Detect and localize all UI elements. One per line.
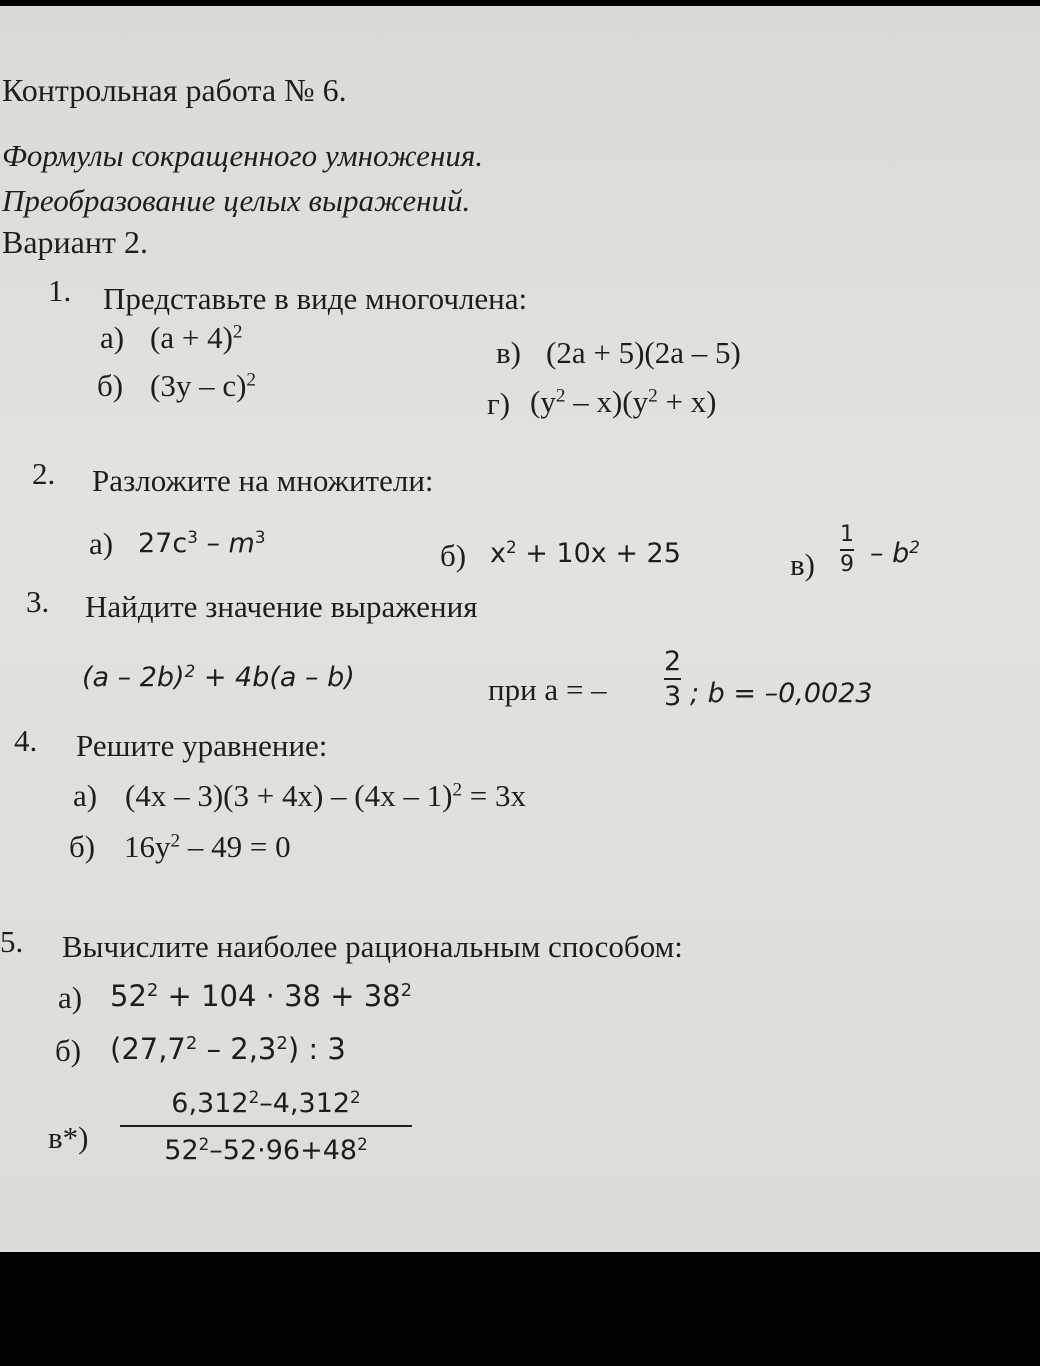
task5-v-fraction <box>120 1086 412 1166</box>
topic-line-2: Преобразование целых выражений. <box>2 183 471 218</box>
task3-condition: при а = – <box>488 672 607 707</box>
task2-b-label: б) <box>440 538 467 573</box>
task2-a-label: а) <box>89 526 114 561</box>
page-title: Контрольная работа № 6. <box>2 72 347 108</box>
task5-text: Вычислите наиболее рациональным способом: <box>62 929 683 964</box>
task2-text: Разложите на множители: <box>92 463 434 498</box>
task2-v-fraction: 1 9 <box>840 522 854 577</box>
task3-text: Найдите значение выражения <box>85 589 478 624</box>
task1-text: Представьте в виде многочлена: <box>103 281 528 316</box>
task5-v-numerator: 6,312$^2$–4,312$^2$ <box>171 1086 361 1119</box>
variant-label: Вариант 2. <box>2 224 148 260</box>
top-border <box>0 0 1040 6</box>
task1-g-expr: $(y^2 - x)(y^2 + x)$ <box>530 384 717 419</box>
task2-b-expr: $x^2 + 10x + 25$ <box>490 536 681 569</box>
task5-a-expr: $52^2 + 104 \cdot 38 + 38^2$ <box>110 979 413 1013</box>
task2-number: 2. <box>32 456 56 491</box>
task5-b-label: б) <box>55 1033 82 1068</box>
task4-text: Решите уравнение: <box>76 728 328 763</box>
task2-v-label: в) <box>790 547 815 582</box>
task1-b-label: б) <box>97 368 124 403</box>
task1-a-label: а) <box>100 320 125 355</box>
task4-b-expr: $16y^2 - 49 = 0$ <box>124 829 291 864</box>
task3-number: 3. <box>26 584 50 619</box>
task4-a-expr: (4x – 3)(3 + 4x) – (4x – 1)$^2$ = 3x <box>125 778 527 813</box>
task3-b-condition: ; b = –0,0023 <box>690 678 873 709</box>
task5-v-denominator: $52^2-52\cdot 96+48^2$ <box>164 1133 368 1166</box>
task2-a-expr: $27c^3 - m^3$ <box>138 526 266 559</box>
task3-a-fraction: 2 3 <box>664 646 682 712</box>
task2-v-expr: – $b^2$ <box>870 536 920 569</box>
topic-line-1: Формулы сокращенного умножения. <box>2 138 483 173</box>
task5-a-label: а) <box>58 980 83 1015</box>
task1-b-expr: (3y – c)$^2$ <box>150 368 257 403</box>
task4-a-label: а) <box>73 778 98 813</box>
task1-v-label: в) <box>496 335 521 370</box>
task4-number: 4. <box>14 723 38 758</box>
task1-g-label: г) <box>487 386 511 421</box>
task1-number: 1. <box>48 273 72 308</box>
task5-b-expr: $(27,7^2 - 2,3^2)$ : 3 <box>110 1032 346 1066</box>
bottom-black-area <box>0 1252 1040 1366</box>
task1-a-expr: $(a + 4)^2$ <box>150 320 243 355</box>
task5-v-label: в*) <box>48 1120 89 1155</box>
task1-v-expr: (2a + 5)(2a – 5) <box>546 335 741 370</box>
task4-b-label: б) <box>69 829 96 864</box>
task5-number: 5. <box>0 924 24 959</box>
task3-expr: (a – 2b)$^2$ + 4b(a – b) <box>82 660 355 693</box>
